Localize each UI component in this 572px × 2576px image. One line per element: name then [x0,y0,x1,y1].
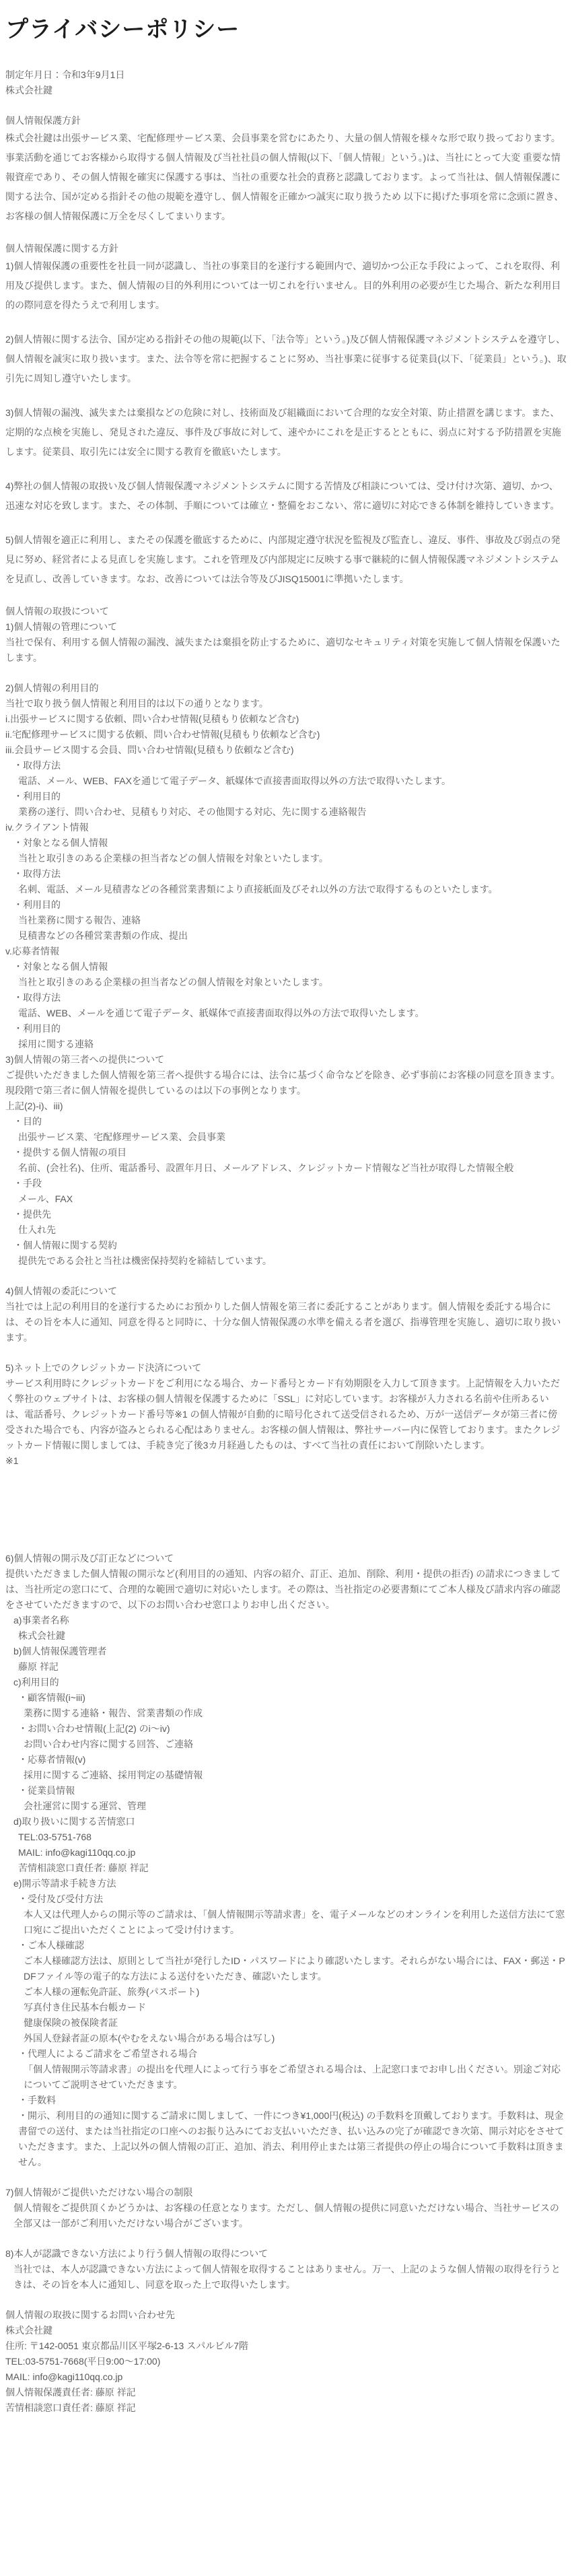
policy-line: 1)個人情報の管理について [5,621,118,633]
policy-line: 苦情相談窓口責任者: 藤原 祥記 [5,2402,136,2414]
policy-line: 3)個人情報の第三者への提供について [5,1054,165,1066]
policy-line: ご本人様の運転免許証、旅券(パスポート) [24,1986,200,1998]
policy-line: 見積書などの各種営業書類の作成、提出 [18,930,188,942]
policy-line: 1)個人情報保護の重要性を社員一同が認識し、当社の事業目的を遂行する範囲内で、適切かつ公正な手段によって、これを取得、利用及び提供します。また、個人情報の目的外利用については一切これを行いません。目的外利用の必要が生じた場合、新たな利用目的の際同意を得たうえで利用します。 [5,260,561,311]
policy-line: 3)個人情報の漏洩、滅失または棄損などの危険に対し、技術面及び組織面において合理的な安全対策、防止措置を講じます。また、定期的な点検を実施し、発見された違反、事件及び事故に対して、速やかにこれを是正するとともに、弱点に対する予防措置を実施します。従業員、取引先には安全に関する教育を徹底いたします。 [5,407,561,458]
policy-line: 当社業務に関する報告、連絡 [18,915,141,926]
policy-line: ii.宅配修理サービスに関する依頼、問い合わせ情報(見積もり依頼など含む) [5,729,320,740]
policy-line: 名前、(会社名)、住所、電話番号、設置年月日、メールアドレス、クレジットカード情報など当社が取得した情報全般 [18,1162,514,1174]
policy-line: 7)個人情報がご提供いただけない場合の制限 [5,2187,193,2198]
policy-line: v.応募者情報 [5,946,59,957]
policy-line: 提供いただきました個人情報の開示など(利用目的の通知、内容の紹介、訂正、追加、削除、利用・提供の拒否) の請求につきましては、当社所定の窓口にて、合理的な範囲で適切に対応いたします。その際は、当社指定の必要書類にてご本人様及び請求内容の確認をさせていただきますので、以下のお問い合わせ窓口よりお申し出ください。 [5,1568,561,1611]
policy-line: c)利用目的 [13,1677,59,1688]
policy-line: ・取得方法 [13,992,61,1004]
policy-line: ・従業員情報 [18,1785,75,1797]
policy-line: ・利用目的 [13,791,61,802]
policy-line: 仕入れ先 [18,1224,56,1236]
policy-line: iv.クライアント情報 [5,822,89,833]
policy-line: ・手数料 [18,2095,56,2106]
policy-line: 採用に関するご連絡、採用判定の基礎情報 [24,1770,203,1781]
policy-line: 電話、メール、WEB、FAXを通じて電子データ、紙媒体で直接書面取得以外の方法で取得いたします。 [18,775,451,787]
policy-line: 業務の遂行、問い合わせ、見積もり対応、その他関する対応、先に関する連絡報告 [18,806,367,818]
policy-line: 個人情報保護責任者: 藤原 祥記 [5,2387,136,2398]
policy-line: 4)弊社の個人情報の取扱い及び個人情報保護マネジメントシステムに関する苦情及び相談については、受け付け次第、適切、かつ、迅速な対応を致します。また、その体制、手順については確立・整備をおこない、常に適切に対応できる体制を維持していきます。 [5,481,560,512]
policy-line: 当社と取引きのある企業様の担当者などの個人情報を対象といたします。 [18,977,328,988]
policy-line: 電話、WEB、メールを通じて電子データ、紙媒体で直接書面取得以外の方法で取得いたします。 [18,1008,425,1019]
policy-line: iii.会員サービス関する会員、問い合わせ情報(見積もり依頼など含む) [5,744,294,756]
policy-line: ・対象となる個人情報 [13,837,108,849]
policy-line: ・開示、利用目的の通知に関するご請求に関しまして、一件につき¥1,000円(税込) の手数料を頂戴しております。手数料は、現金書留での送付、または当社指定の口座へのお振り込みにてお支払いいただき、払い込みの完了が確認でき次第、開示対応をさせていただきます。また、上記以外の個人情報の訂正、追加、消去、利用停止または第三者提供の停止の場合について手数料は頂きません。 [18,2110,565,2168]
policy-line: 個人情報の取扱について [5,606,109,617]
page-title: プライバシーポリシー [5,17,240,42]
policy-line: ・ご本人様確認 [18,1940,84,1951]
policy-line: i.出張サービスに関する依頼、問い合わせ情報(見積もり依頼など含む) [5,713,299,725]
policy-line: 名刺、電話、メール見積書などの各種営業書類により直接紙面及びそれ以外の方法で取得するものといたします。 [18,884,498,895]
policy-line: 2)個人情報の利用目的 [5,683,99,694]
policy-line: 6)個人情報の開示及び訂正などについて [5,1553,174,1564]
policy-line: ・利用目的 [13,1023,61,1035]
policy-line: 健康保険の被保険者証 [24,2017,118,2029]
policy-line: 株式会社鍵 [5,85,52,96]
policy-line: ・利用目的 [13,899,61,911]
policy-line: ・代理人によるご請求をご希望される場合 [18,2048,197,2060]
policy-line: ・個人情報に関する契約 [13,1240,117,1251]
policy-line: 個人情報の取扱に関するお問い合わせ先 [5,2309,175,2321]
policy-line: 当社では、本人が認識できない方法によって個人情報を取得することはありません。万一、上記のような個人情報の取得を行うときは、その旨を本人に通知し、同意を取った上で取得いたします。 [13,2264,561,2291]
policy-line: b)個人情報保護管理者 [13,1646,107,1657]
policy-line: 写真付き住民基本台帳カード [24,2002,146,2013]
policy-line: d)取り扱いに関する苦情窓口 [13,1816,135,1827]
policy-line: 当社で保有、利用する個人情報の漏洩、滅失または棄損を防止するために、適切なセキュリティ対策を実施して個人情報を保護いたします。 [5,637,561,664]
policy-line: 出張サービス業、宅配修理サービス業、会員事業 [18,1132,225,1143]
policy-line: 個人情報保護に関する方針 [5,243,118,254]
policy-line: 株式会社鍵 [18,1630,65,1642]
policy-line: ・応募者情報(v) [18,1754,86,1766]
policy-line: 業務に関する連絡・報告、営業書類の作成 [24,1708,203,1719]
policy-line: 制定年月日：令和3年9月1日 [5,69,125,81]
policy-line: メール、FAX [18,1193,73,1205]
policy-line: ・取得方法 [13,760,61,771]
policy-line: ※1 [5,1455,19,1467]
policy-line: 5)個人情報を適正に利用し、またその保護を徹底するために、内部規定遵守状況を監視及び監査し、違反、事件、事故及び弱点の発見に努め、経営者による見直しを実施します。これを管理及び内部規定に反映する事で継続的に個人情報保護マネジメントシステムを見直し、改善していきます。なお、改善については法令等及びJISQ15001に準拠いたします。 [5,534,561,585]
policy-line: a)事業者名称 [13,1615,69,1626]
policy-line: 株式会社鍵 [5,2325,52,2336]
policy-line: 8)本人が認識できない方法により行う個人情報の取得について [5,2248,269,2260]
policy-line: 4)個人情報の委託について [5,1286,118,1297]
policy-line: 住所: 〒142-0051 東京都品川区平塚2-6-13 スパルビル7階 [5,2340,248,2352]
policy-line: MAIL: info@kagi110qq.co.jp [5,2371,123,2383]
policy-document [5,67,567,2416]
policy-line: TEL:03-5751-7668(平日9:00～17:00) [5,2356,161,2367]
policy-line: 2)個人情報に関する法令、国が定める指針その他の規範(以下、「法令等」という。)及び個人情報保護マネジメントシステムを遵守し、個人情報を誠実に取り扱います。また、法令等を常に把握することに努め、当社事業に従事する従業員(以下、「従業員」という。)、取引先に周知し遵守いたします。 [5,334,567,384]
policy-line: ・提供先 [13,1209,51,1220]
policy-line: ・お問い合わせ情報(上記(2) のi～iv) [18,1723,170,1735]
policy-line: ・提供する個人情報の項目 [13,1147,127,1158]
policy-line: ・取得方法 [13,868,61,880]
policy-line: ご提供いただきました個人情報を第三者へ提供する場合には、法令に基づく命令などを除き、必ず事前にお客様の同意を頂きます。現段階で第三者に個人情報を提供しているのは以下の事例となります。 [5,1070,561,1096]
policy-line: 当社で取り扱う個人情報と利用目的は以下の通りとなります。 [5,698,269,709]
policy-line: ・手段 [13,1178,42,1189]
policy-line: 上記(2)-i)、iii) [5,1101,63,1112]
policy-line: MAIL: info@kagi110qq.co.jp [18,1847,136,1858]
policy-line: 個人情報保護方針 [5,115,81,127]
policy-line: 会社運営に関する運営、管理 [24,1801,146,1812]
policy-line: ・目的 [13,1116,42,1127]
policy-line: 株式会社鍵は出張サービス業、宅配修理サービス業、会員事業を営むにあたり、大量の個人情報を様々な形で取り扱っております。事業活動を通じてお客様から取得する個人情報及び当社社員の個人情報(以下、「個人情報」という。)は、当社にとって大変 重要な情報資産であり、その個人情報を確実に保護する事は、当社の重要な社会的責務と認識しております。よって当社は、個人情報保護に関する法令、国が定める指針その他の規範を遵守し、個人情報を正確かつ誠実に取り扱うため 以下に掲げた事項を常に念頭に置き、お客様の個人情報保護に万全を尽くしてまいります。 [5,133,564,222]
policy-line: 個人情報をご提供頂くかどうかは、お客様の任意となります。ただし、個人情報の提供に同意いただけない場合、当社サービスの全部又は一部がご利用いただけない場合がございます。 [13,2202,559,2229]
policy-line: 苦情相談窓口責任者: 藤原 祥記 [18,1863,149,1874]
policy-line: e)開示等請求手続き方法 [13,1878,116,1889]
policy-line: TEL:03-5751-768 [18,1832,92,1843]
policy-line: 本人又は代理人からの開示等のご請求は、「個人情報開示等請求書」を、電子メールなどのオンラインを利用した送信方法にて窓口宛にご提出いただくことによって受け付けます。 [24,1909,565,1936]
policy-line: 当社と取引きのある企業様の担当者などの個人情報を対象といたします。 [18,853,328,864]
policy-line: 藤原 祥記 [18,1661,59,1673]
policy-line: ・受付及び受付方法 [18,1893,103,1905]
policy-line: 提供先である会社と当社は機密保持契約を締結しています。 [18,1255,272,1267]
policy-line: ・顧客情報(i~iii) [18,1692,85,1704]
policy-line: ご本人様確認方法は、原則として当社が発行したID・パスワードにより確認いたします。それらがない場合には、FAX・郵送・PDFファイル等の電子的な方法による送付をいただき、確認いたします。 [24,1955,565,1982]
policy-line: サービス利用時にクレジットカードをご利用になる場合、カード番号とカード有効期限を入力して頂きます。上記情報を入力いただく弊社のウェブサイトは、お客様の個人情報を保護するために「SSL」に対応しています。お客様が入力される名前や住所あるいは、電話番号、クレジットカード番号等※1 の個人情報が自動的に暗号化されて送受信されるため、万が一送信データが第三者に傍受された場合でも、内容が盗みとられる心配はありません。お客様の個人情報は、弊社サーバー内に保管しております。またクレジットカード情報に関しましては、手続き完了後3カ月経過したものは、すべて当社の責任において削除いたします。 [5,1378,561,1451]
policy-line: 外国人登録者証の原本(やむをえない場合がある場合は写し) [24,2033,275,2044]
policy-line: 当社では上記の利用目的を遂行するためにお預かりした個人情報を第三者に委託することがあります。個人情報を委託する場合には、その旨を本人に通知、同意を得ると同時に、十分な個人情報保護の水準を備える者を選び、指導管理を実施し、適切に取り扱います。 [5,1301,561,1344]
policy-line: 採用に関する連絡 [18,1039,94,1050]
policy-line: 「個人情報開示等請求書」の提出を代理人によって行う事をご希望される場合は、上記窓口までお申し出ください。別途ご対応についてご説明させていただきます。 [24,2064,561,2091]
policy-line: お問い合わせ内容に関する回答、ご連絡 [24,1739,193,1750]
policy-line: ・対象となる個人情報 [13,961,108,973]
policy-line: 5)ネット上でのクレジットカード決済について [5,1362,202,1374]
